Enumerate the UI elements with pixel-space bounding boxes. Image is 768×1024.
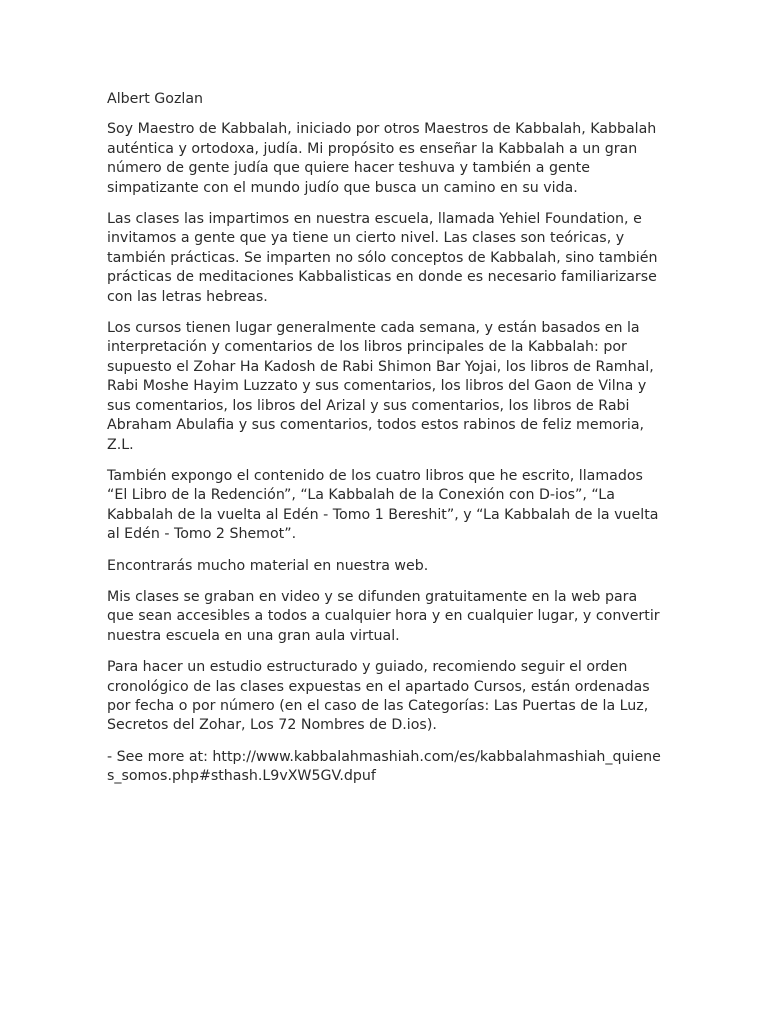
document-body (107, 90, 667, 799)
paragraph-classes: Las clases las impartimos en nuestra escuela, llamada Yehiel Foundation, e invitamos a gente que ya tiene un cierto nivel. Las clases son teóricas, y también prácticas. Se imparten no sólo conceptos de Kabbalah, sino también prácticas de meditaciones Kabbalisticas en donde es necesario familiarizarse con las letras hebreas. (107, 211, 658, 305)
author-name: Albert Gozlan (107, 91, 204, 107)
paragraph-intro: Soy Maestro de Kabbalah, iniciado por otros Maestros de Kabbalah, Kabbalah auténtica y ortodoxa, judía. Mi propósito es enseñar la Kabbalah a un gran número de gente judía que quiere hacer teshuva y también a gente simpatizante con el mundo judío que busca un camino en su vida. (107, 121, 657, 196)
paragraph-video-classes: Mis clases se graban en video y se difunden gratuitamente en la web para que sean accesibles a todos a cualquier hora y en cualquier lugar, y convertir nuestra escuela en una gran aula virtual. (107, 588, 660, 644)
see-more-link[interactable]: - See more at: http://www.kabbalahmashiah.com/es/kabbalahmashiah_quienes_somos.php#sthash.L9vXW5GV.dpuf (107, 748, 661, 785)
paragraph-web-material: Encontrarás mucho material en nuestra web. (107, 557, 429, 574)
paragraph-courses: Los cursos tienen lugar generalmente cada semana, y están basados en la interpretación y comentarios de los libros principales de la Kabbalah: por supuesto el Zohar Ha Kadosh de Rabi Shimon Bar Yojai, los libros de Ramhal, Rabi Moshe Hayim Luzzato y sus comentarios, los libros del Gaon de Vilna y sus comentarios, los libros del Arizal y sus comentarios, los libros de Rabi Abraham Abulafia y sus comentarios, todos estos rabinos de feliz memoria, Z.L. (107, 320, 654, 453)
paragraph-study-order: Para hacer un estudio estructurado y guiado, recomiendo seguir el orden cronológico de las clases expuestas en el apartado Cursos, están ordenadas por fecha o por número (en el caso de las Categorías: Las Puertas de la Luz, Secretos del Zohar, Los 72 Nombres de D.ios). (107, 659, 650, 734)
paragraph-books: También expongo el contenido de los cuatro libros que he escrito, llamados “El Libro de la Redención”, “La Kabbalah de la Conexión con D-ios”, “La Kabbalah de la vuelta al Edén - Tomo 1 Bereshit”, y “La Kabbalah de la vuelta al Edén - Tomo 2 Shemot”. (107, 467, 659, 543)
